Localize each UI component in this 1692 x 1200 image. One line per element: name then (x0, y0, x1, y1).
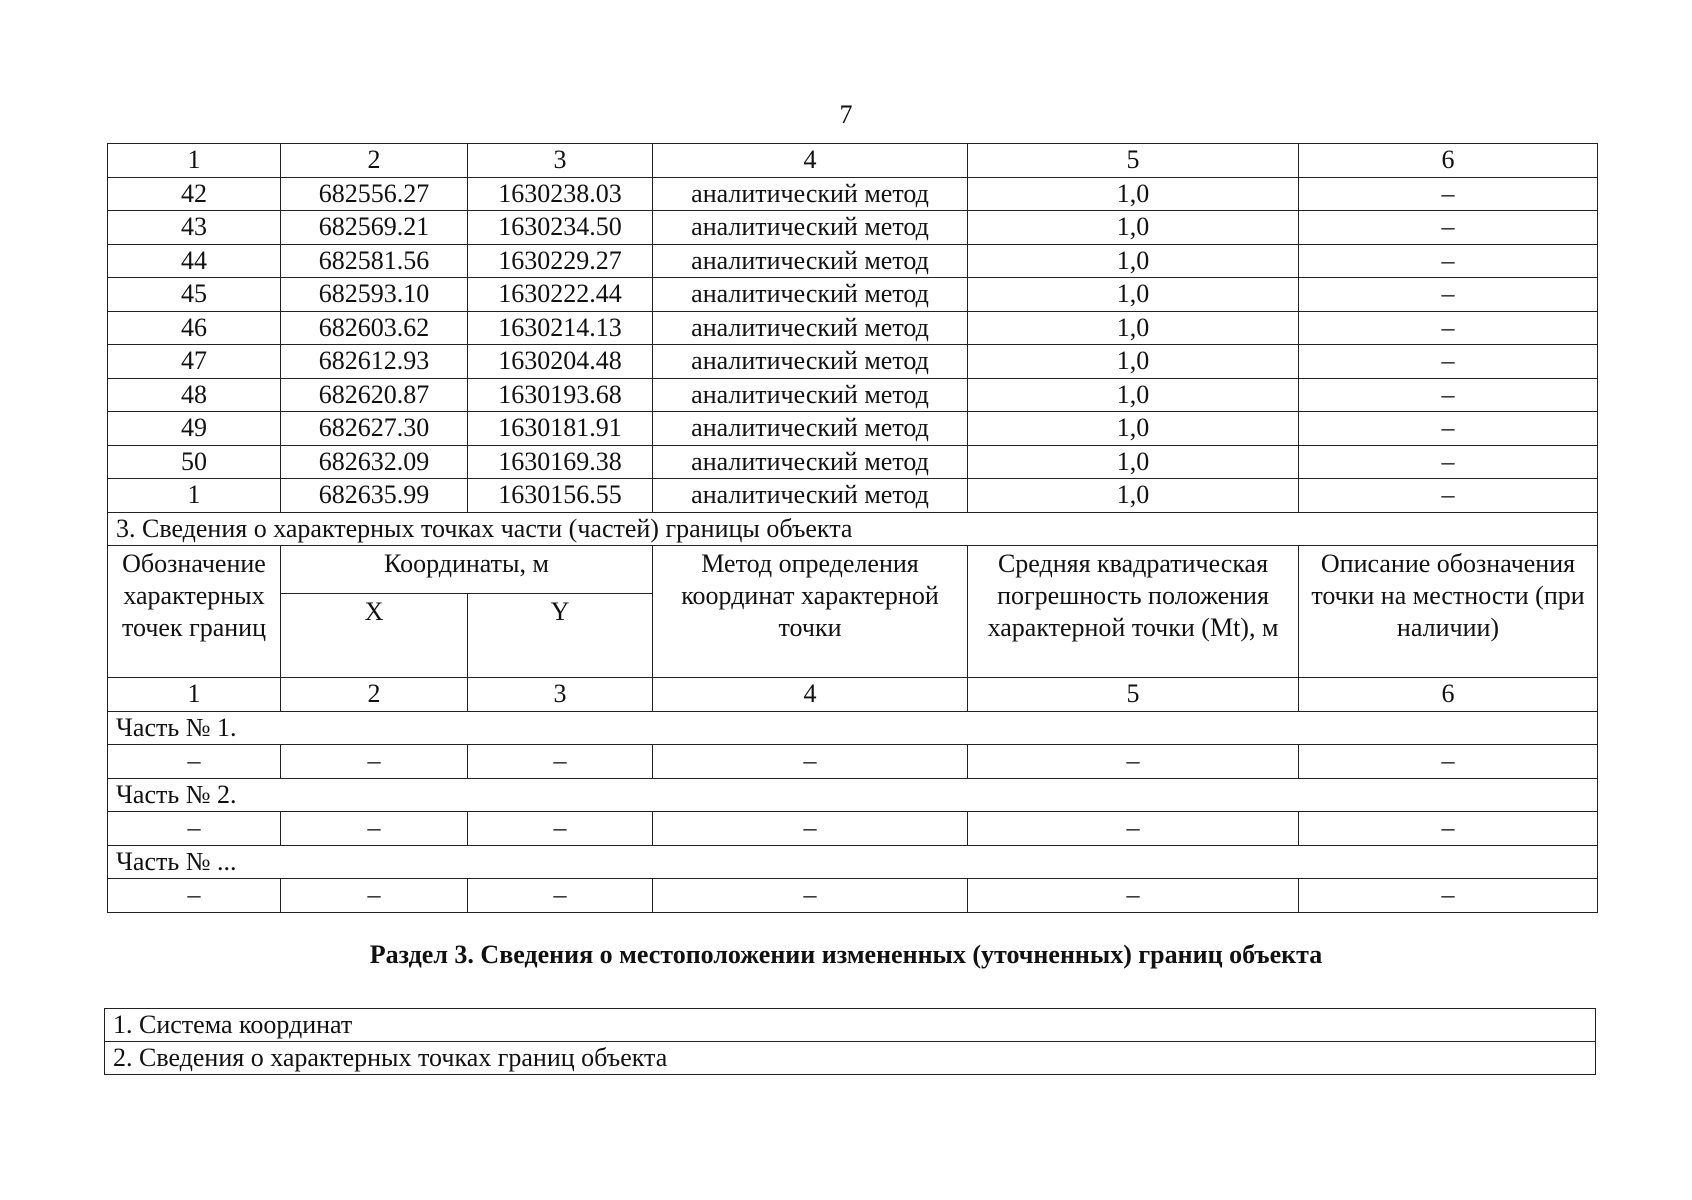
table-row (108, 311, 1598, 345)
description: – (1299, 412, 1598, 446)
header-error: Средняя квадратическая погрешность положения характерной точки (Mt), м (968, 546, 1299, 678)
column-number: 3 (468, 144, 653, 178)
header-coordinates: Координаты, м (281, 546, 653, 594)
mt-error: 1,0 (968, 211, 1299, 245)
coord-y: 1630238.03 (468, 177, 653, 211)
part-cell: – (1299, 745, 1598, 779)
mt-error: 1,0 (968, 311, 1299, 345)
column-number: 2 (281, 678, 468, 712)
part-cell: – (108, 812, 281, 846)
coord-y: 1630229.27 (468, 244, 653, 278)
column-number: 5 (968, 678, 1299, 712)
header-designation: Обозначение характерных точек границ (108, 546, 281, 678)
coord-x: 682581.56 (281, 244, 468, 278)
boundary-points-table (107, 143, 1598, 913)
part-cell: – (653, 745, 968, 779)
header-description: Описание обозначения точки на местности (при наличии) (1299, 546, 1598, 678)
point-number: 43 (108, 211, 281, 245)
method: аналитический метод (653, 177, 968, 211)
part-data-row (108, 745, 1598, 779)
part-cell: – (468, 812, 653, 846)
description: – (1299, 244, 1598, 278)
part-label-row (108, 778, 1598, 812)
part-label: Часть № 2. (108, 778, 1598, 812)
section-3-table (104, 1008, 1596, 1075)
point-number: 44 (108, 244, 281, 278)
page-number: 7 (839, 100, 853, 129)
part-cell: – (653, 879, 968, 913)
mt-error: 1,0 (968, 177, 1299, 211)
table-row (108, 479, 1598, 513)
method: аналитический метод (653, 445, 968, 479)
part-cell: – (968, 812, 1299, 846)
method: аналитический метод (653, 211, 968, 245)
point-number: 1 (108, 479, 281, 513)
column-number: 6 (1299, 144, 1598, 178)
point-number: 46 (108, 311, 281, 345)
table-row (108, 378, 1598, 412)
description: – (1299, 311, 1598, 345)
part-cell: – (108, 879, 281, 913)
section-heading-row (108, 512, 1598, 546)
part-cell: – (1299, 879, 1598, 913)
table-row (108, 412, 1598, 446)
column-number: 2 (281, 144, 468, 178)
point-number: 47 (108, 345, 281, 379)
column-number: 1 (108, 678, 281, 712)
table-row (108, 211, 1598, 245)
method: аналитический метод (653, 311, 968, 345)
description: – (1299, 211, 1598, 245)
column-number: 5 (968, 144, 1299, 178)
mt-error: 1,0 (968, 278, 1299, 312)
part-label: Часть № ... (108, 845, 1598, 879)
coord-x: 682612.93 (281, 345, 468, 379)
part-data-row (108, 812, 1598, 846)
column-number: 4 (653, 678, 968, 712)
part-label-row (108, 711, 1598, 745)
table-row (108, 244, 1598, 278)
point-number: 49 (108, 412, 281, 446)
coord-x: 682603.62 (281, 311, 468, 345)
section-3-row (105, 1009, 1596, 1042)
coord-y: 1630169.38 (468, 445, 653, 479)
coord-x: 682620.87 (281, 378, 468, 412)
coord-y: 1630214.13 (468, 311, 653, 345)
coord-y: 1630222.44 (468, 278, 653, 312)
part-cell: – (108, 745, 281, 779)
table-row (108, 278, 1598, 312)
mt-error: 1,0 (968, 378, 1299, 412)
point-number: 50 (108, 445, 281, 479)
method: аналитический метод (653, 278, 968, 312)
description: – (1299, 378, 1598, 412)
table-row (108, 445, 1598, 479)
method: аналитический метод (653, 345, 968, 379)
description: – (1299, 479, 1598, 513)
coord-x: 682632.09 (281, 445, 468, 479)
boundary-points-row: 2. Сведения о характерных точках границ объекта (105, 1042, 1596, 1075)
coord-x: 682569.21 (281, 211, 468, 245)
description: – (1299, 278, 1598, 312)
header-x: X (281, 594, 468, 678)
coord-y: 1630234.50 (468, 211, 653, 245)
part-cell: – (281, 879, 468, 913)
method: аналитический метод (653, 378, 968, 412)
part-cell: – (281, 745, 468, 779)
part-label: Часть № 1. (108, 711, 1598, 745)
header-row (108, 546, 1598, 594)
header-y: Y (468, 594, 653, 678)
header-method: Метод определения координат характерной точки (653, 546, 968, 678)
method: аналитический метод (653, 244, 968, 278)
column-number: 3 (468, 678, 653, 712)
mt-error: 1,0 (968, 479, 1299, 513)
part-data-row (108, 879, 1598, 913)
mt-error: 1,0 (968, 244, 1299, 278)
coord-y: 1630181.91 (468, 412, 653, 446)
mt-error: 1,0 (968, 445, 1299, 479)
part-cell: – (281, 812, 468, 846)
part-cell: – (1299, 812, 1598, 846)
column-number-row (108, 678, 1598, 712)
point-number: 45 (108, 278, 281, 312)
coord-y: 1630156.55 (468, 479, 653, 513)
column-number: 4 (653, 144, 968, 178)
coord-y: 1630193.68 (468, 378, 653, 412)
mt-error: 1,0 (968, 412, 1299, 446)
coord-y: 1630204.48 (468, 345, 653, 379)
mt-error: 1,0 (968, 345, 1299, 379)
coord-x: 682635.99 (281, 479, 468, 513)
coord-x: 682556.27 (281, 177, 468, 211)
description: – (1299, 177, 1598, 211)
table-row (108, 177, 1598, 211)
section-part-title: 3. Сведения о характерных точках части (частей) границы объекта (108, 512, 1598, 546)
description: – (1299, 445, 1598, 479)
coord-x: 682627.30 (281, 412, 468, 446)
part-cell: – (653, 812, 968, 846)
section-3-title: Раздел 3. Сведения о местоположении измененных (уточненных) границ объекта (369, 940, 1323, 969)
part-label-row (108, 845, 1598, 879)
part-cell: – (968, 879, 1299, 913)
table-row (108, 345, 1598, 379)
coord-x: 682593.10 (281, 278, 468, 312)
description: – (1299, 345, 1598, 379)
coordinate-system-row: 1. Система координат (105, 1009, 1596, 1042)
column-number: 6 (1299, 678, 1598, 712)
part-cell: – (468, 745, 653, 779)
column-number: 1 (108, 144, 281, 178)
part-cell: – (968, 745, 1299, 779)
method: аналитический метод (653, 412, 968, 446)
method: аналитический метод (653, 479, 968, 513)
part-cell: – (468, 879, 653, 913)
point-number: 48 (108, 378, 281, 412)
point-number: 42 (108, 177, 281, 211)
column-number-row (108, 144, 1598, 178)
section-3-row (105, 1042, 1596, 1075)
